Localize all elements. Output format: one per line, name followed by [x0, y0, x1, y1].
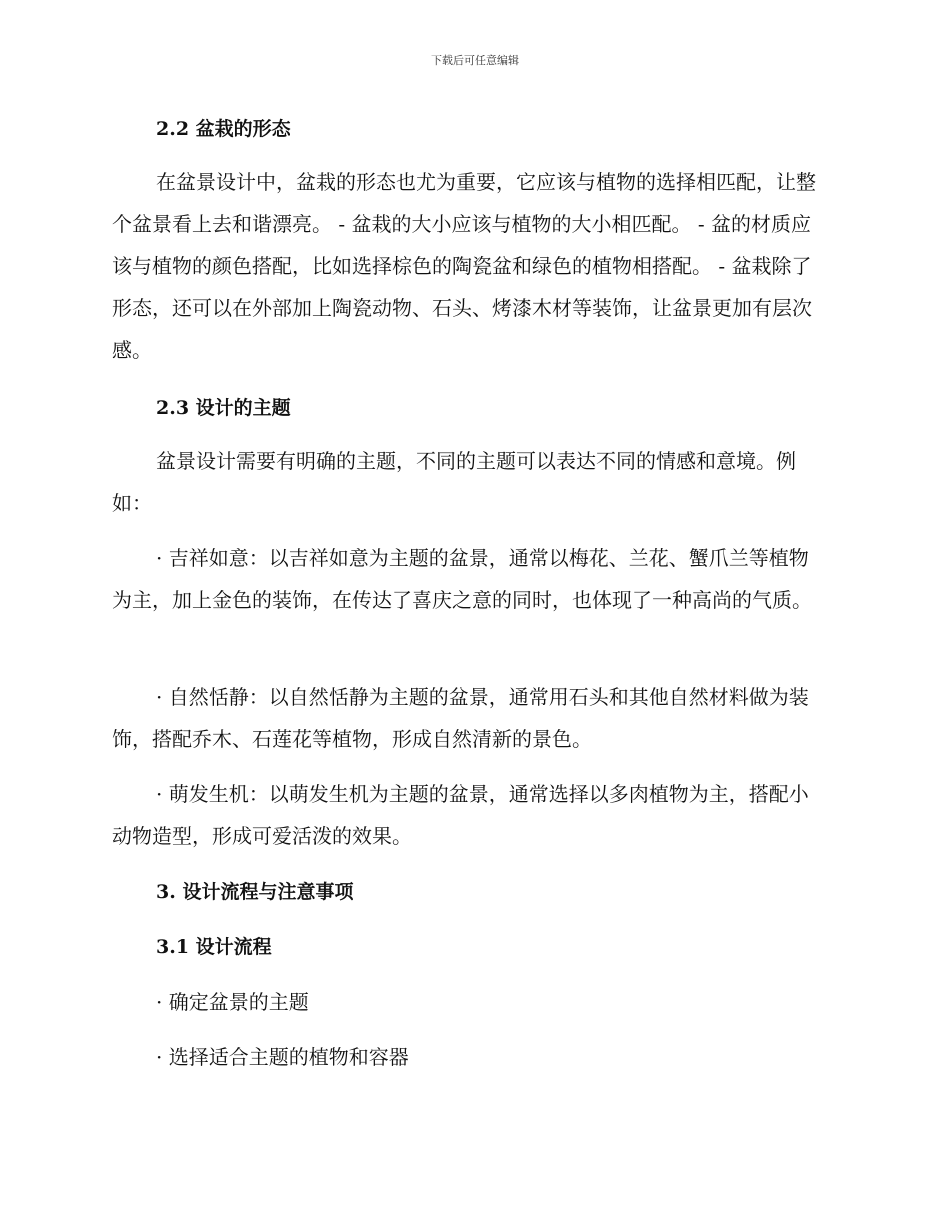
list-item-step-theme: · 确定盆景的主题 — [156, 990, 309, 1014]
section-heading-2-3: 2.3 设计的主题 — [156, 397, 291, 419]
section-heading-3: 3. 设计流程与注意事项 — [156, 881, 354, 903]
list-item-theme-vitality: · 萌发生机：以萌发生机为主题的盆景，通常选择以多肉植物为主，搭配小动物造型，形成可爱活泼的效果。 — [112, 782, 809, 848]
list-item-step-plants: · 选择适合主题的植物和容器 — [156, 1045, 409, 1069]
section-heading-3-1: 3.1 设计流程 — [156, 936, 272, 958]
section-heading-2-2: 2.2 盆栽的形态 — [156, 118, 291, 140]
page-header: 下载后可任意编辑 — [431, 54, 519, 67]
list-item-theme-auspicious: · 吉祥如意：以吉祥如意为主题的盆景，通常以梅花、兰花、蟹爪兰等植物为主，加上金色的装饰，在传达了喜庆之意的同时，也体现了一种高尚的气质。 — [112, 546, 812, 612]
paragraph-pot-form: 在盆景设计中，盆栽的形态也尤为重要，它应该与植物的选择相匹配，让整个盆景看上去和谐漂亮。 - 盆栽的大小应该与植物的大小相匹配。 - 盆的材质应该与植物的颜色搭配，比如选择棕色的陶瓷盆和绿色的植物相搭配。 - 盆栽除了形态，还可以在外部加上陶瓷动物、石头、烤漆木材等装饰，让盆景更加有层次感。 — [112, 170, 816, 362]
list-item-theme-natural: · 自然恬静：以自然恬静为主题的盆景，通常用石头和其他自然材料做为装饰，搭配乔木、石莲花等植物，形成自然清新的景色。 — [112, 685, 809, 751]
paragraph-theme-intro: 盆景设计需要有明确的主题，不同的主题可以表达不同的情感和意境。例如： — [112, 449, 796, 515]
